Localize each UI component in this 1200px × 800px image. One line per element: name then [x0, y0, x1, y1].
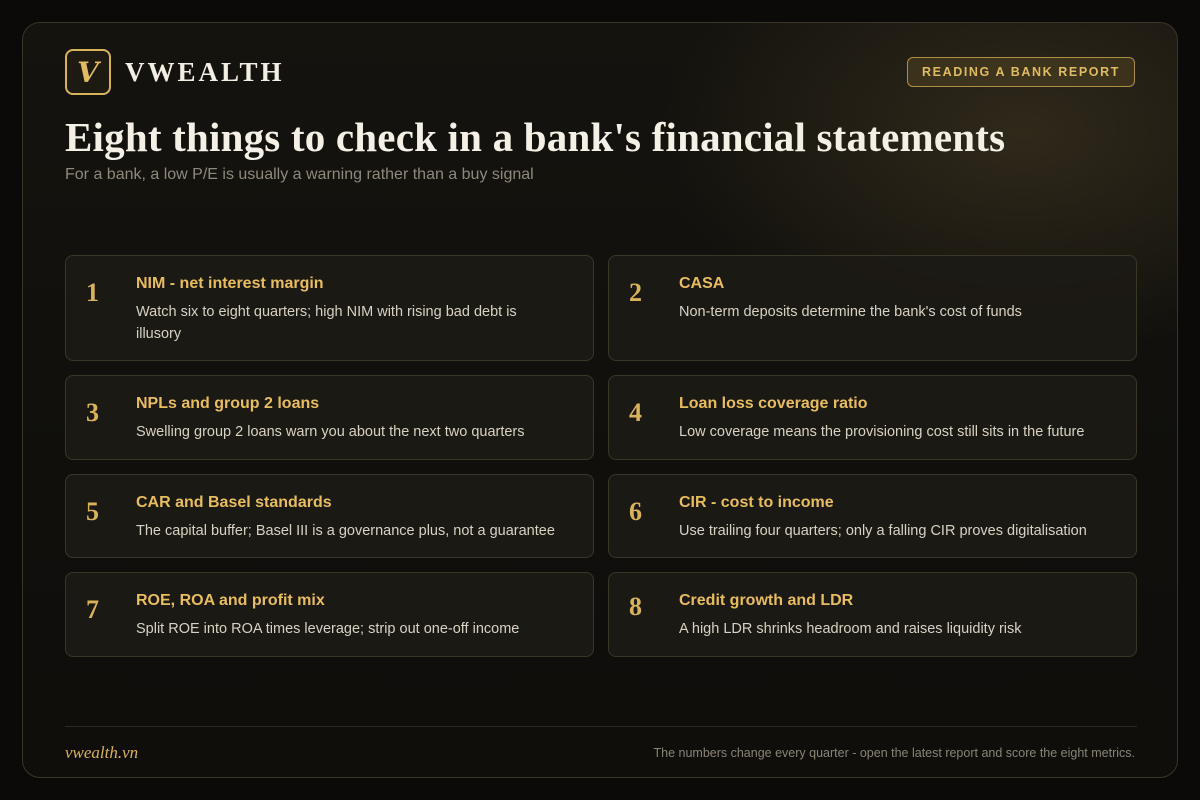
card-title: CAR and Basel standards [136, 494, 332, 511]
page-subtitle: For a bank, a low P/E is usually a warning rather than a buy signal [65, 166, 534, 183]
card-number: 8 [629, 592, 642, 621]
card-description: The capital buffer; Basel III is a governance plus, not a guarantee [136, 523, 555, 539]
checklist-card [608, 255, 1137, 361]
card-description: A high LDR shrinks headroom and raises liquidity risk [679, 621, 1022, 637]
topic-badge: READING A BANK REPORT [907, 57, 1135, 87]
brand [65, 49, 285, 95]
card-description: Watch six to eight quarters; high NIM with rising bad debt is illusory [136, 304, 517, 342]
card-number: 2 [629, 278, 642, 307]
page-title: Eight things to check in a bank's financial statements [65, 114, 1006, 160]
checklist-card [65, 375, 594, 460]
card-number: 1 [86, 278, 99, 307]
checklist-card [65, 572, 594, 657]
card-description: Swelling group 2 loans warn you about the next two quarters [136, 424, 525, 440]
checklist-card [608, 572, 1137, 657]
card-title: CIR - cost to income [679, 494, 834, 511]
checklist-card [608, 474, 1137, 558]
card-description: Use trailing four quarters; only a falling CIR proves digitalisation [679, 523, 1087, 539]
card-number: 7 [86, 595, 99, 624]
logo-letter: V [77, 55, 99, 89]
footer-divider [65, 726, 1137, 727]
card-title: CASA [679, 275, 725, 292]
card-title: NPLs and group 2 loans [136, 395, 320, 412]
card-number: 3 [86, 398, 99, 427]
checklist-card [65, 474, 594, 558]
card-number: 6 [629, 497, 642, 526]
checklist-card [608, 375, 1137, 460]
card-title: ROE, ROA and profit mix [136, 592, 325, 609]
site-link[interactable]: vwealth.vn [65, 743, 139, 762]
checklist-card [65, 255, 594, 361]
card-title: Loan loss coverage ratio [679, 395, 868, 412]
card-number: 5 [86, 497, 99, 526]
card-description: Non-term deposits determine the bank's cost of funds [679, 304, 1022, 320]
card-description: Split ROE into ROA times leverage; strip out one-off income [136, 621, 520, 637]
card-title: Credit growth and LDR [679, 592, 854, 609]
card-title: NIM - net interest margin [136, 275, 324, 292]
card-description: Low coverage means the provisioning cost still sits in the future [679, 424, 1085, 440]
infographic-frame [22, 22, 1178, 778]
logo-mark [65, 49, 111, 95]
brand-name: VWEALTH [125, 56, 285, 87]
card-number: 4 [629, 398, 642, 427]
footer-note: The numbers change every quarter - open the latest report and score the eight metrics. [653, 746, 1135, 760]
